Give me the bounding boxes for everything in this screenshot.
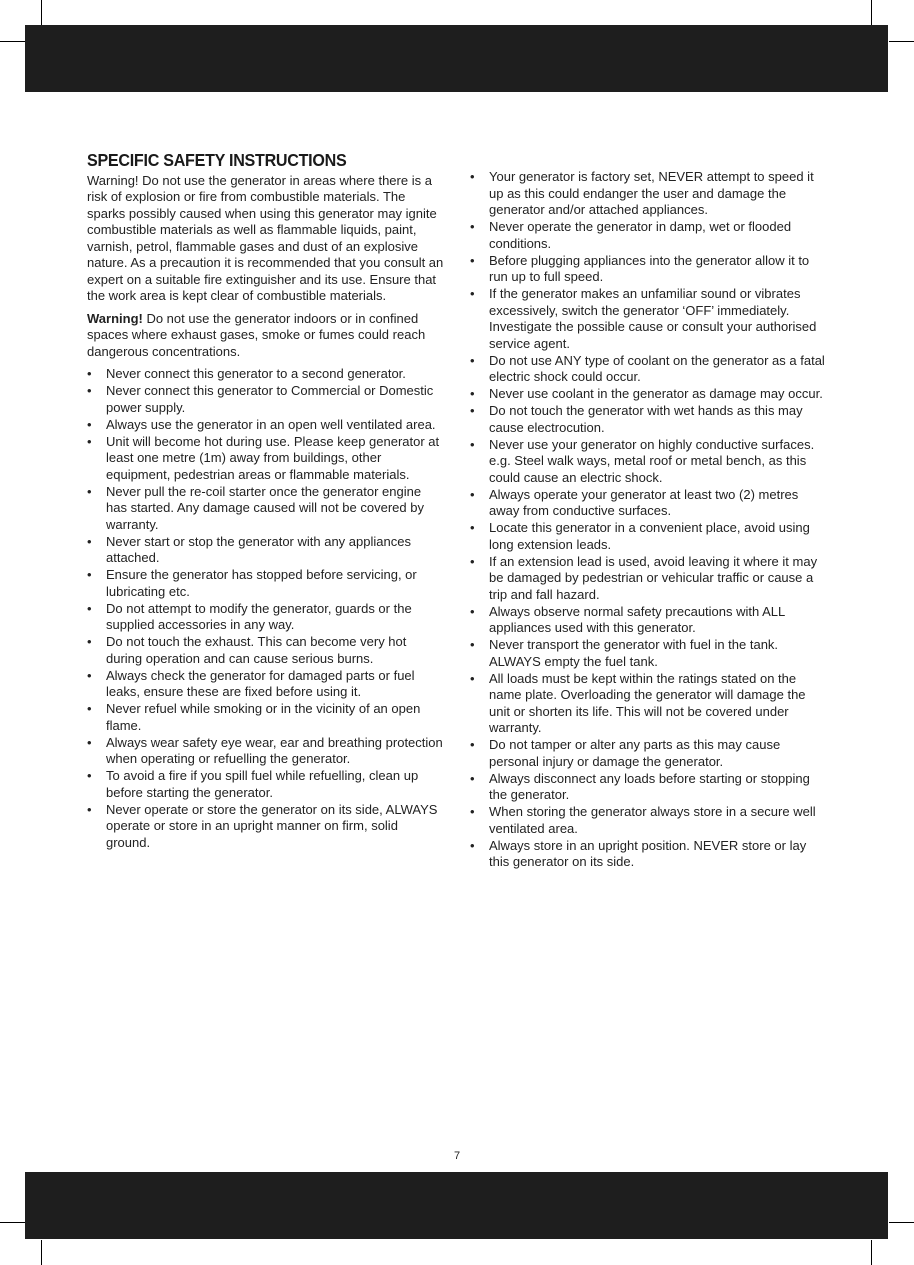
bullet-icon: • — [470, 252, 475, 268]
list-item-text: Ensure the generator has stopped before servicing, or lubricating etc. — [106, 567, 417, 599]
list-item — [87, 768, 445, 801]
bullet-icon: • — [87, 433, 92, 449]
list-item — [87, 802, 445, 852]
bullet-icon: • — [470, 386, 475, 401]
list-item-text: Do not touch the generator with wet hands as this may cause electrocution. — [489, 403, 803, 435]
bullet-icon: • — [87, 734, 92, 750]
list-item — [470, 286, 828, 352]
bullet-icon: • — [87, 483, 92, 499]
crop-mark — [0, 1222, 25, 1223]
bullet-icon: • — [470, 737, 475, 752]
list-item-text: Always operate your generator at least two (2) metres away from conductive surfaces. — [489, 486, 799, 518]
list-item — [87, 601, 445, 634]
list-item-text: When storing the generator always store in a secure well ventilated area. — [489, 804, 816, 836]
list-item-text: Never operate the generator in damp, wet or flooded conditions. — [489, 219, 792, 251]
list-item — [87, 634, 445, 667]
list-item-text: To avoid a fire if you spill fuel while refuelling, clean up before starting the generator. — [106, 768, 419, 800]
right-bullet-list — [470, 169, 828, 871]
list-item — [87, 735, 445, 768]
crop-mark — [871, 1240, 872, 1265]
crop-mark — [889, 1222, 914, 1223]
list-item-text: Never connect this generator to a second generator. — [106, 366, 406, 381]
list-item-text: Always wear safety eye wear, ear and breathing protection when operating or refuelling the generator. — [106, 734, 443, 766]
list-item — [470, 804, 828, 837]
list-item — [470, 353, 828, 386]
bullet-icon: • — [470, 486, 475, 502]
list-item-text: All loads must be kept within the ratings stated on the name plate. Overloading the generator will damage the unit or shorten its life. This will not be covered under warranty. — [489, 670, 806, 735]
bullet-icon: • — [470, 670, 475, 686]
list-item-text: Always disconnect any loads before starting or stopping the generator. — [489, 770, 810, 802]
intro-paragraph: Warning! Do not use the generator in areas where there is a risk of explosion or fire from combustible materials. The sparks possibly caused when using this generator may ignite combustible materials as well as flammable liquids, paint, varnish, petrol, flammable gases and dust of an explosive nature. As a precaution it is recommended that you consult an expert on a suitable fire extinguisher and its use. Ensure that the work area is kept clear of combustible materials. — [87, 172, 444, 303]
bullet-icon: • — [87, 701, 92, 716]
warning-text: Do not use the generator indoors or in confined spaces where exhaust gases, smoke or fumes could reach dangerous concentrations. — [87, 310, 426, 359]
list-item — [470, 169, 828, 219]
bullet-icon: • — [470, 352, 475, 368]
crop-mark — [41, 1240, 42, 1265]
list-item-text: Always use the generator in an open well ventilated area. — [106, 416, 436, 432]
list-item — [470, 386, 828, 403]
bullet-icon: • — [87, 667, 92, 683]
list-item — [470, 487, 828, 520]
list-item-text: Never operate or store the generator on its side, ALWAYS operate or store in an upright manner on firm, solid ground. — [106, 801, 438, 850]
list-item-text: If an extension lead is used, avoid leaving it where it may be damaged by pedestrian or vehicular traffic or cause a trip and fall hazard. — [489, 553, 818, 602]
bullet-icon: • — [87, 416, 92, 432]
bullet-icon: • — [87, 768, 92, 783]
list-item-text: Never pull the re-coil starter once the generator engine has started. Any damage caused will not be covered by warranty. — [106, 483, 424, 532]
list-item-text: If the generator makes an unfamiliar sound or vibrates excessively, switch the generator ‘OFF’ immediately. Investigate the possible cause or consult your authorised service agent. — [489, 286, 817, 351]
list-item-text: Do not attempt to modify the generator, guards or the supplied accessories in any way. — [106, 600, 412, 632]
list-item — [87, 484, 445, 534]
list-item-text: Your generator is factory set, NEVER attempt to speed it up as this could endanger the user and damage the generator and/or attached appliances. — [489, 169, 814, 217]
list-item — [87, 534, 445, 567]
list-item-text: Before plugging appliances into the generator allow it to run up to full speed. — [489, 252, 810, 284]
bullet-icon: • — [470, 436, 475, 452]
list-item — [470, 671, 828, 737]
bullet-icon: • — [470, 553, 475, 569]
list-item — [470, 737, 828, 770]
bullet-icon: • — [470, 403, 475, 418]
left-column — [87, 150, 445, 852]
bullet-icon: • — [470, 770, 475, 786]
bullet-icon: • — [87, 634, 92, 649]
list-item — [470, 838, 828, 871]
bullet-icon: • — [470, 219, 475, 234]
list-item — [470, 604, 828, 637]
list-item — [470, 637, 828, 670]
bullet-icon: • — [87, 533, 92, 549]
list-item — [87, 434, 445, 484]
bullet-icon: • — [470, 804, 475, 819]
bullet-icon: • — [470, 603, 475, 619]
bullet-icon: • — [87, 567, 92, 582]
list-item — [470, 253, 828, 286]
footer-band — [25, 1172, 888, 1239]
list-item-text: Unit will become hot during use. Please keep generator at least one metre (1m) away from buildings, other equipment, pedestrian areas or flammable materials. — [106, 433, 440, 482]
list-item — [470, 403, 828, 436]
list-item-text: Do not touch the exhaust. This can become very hot during operation and can cause serious burns. — [106, 634, 407, 666]
list-item-text: Locate this generator in a convenient place, avoid using long extension leads. — [489, 520, 810, 552]
warning-label: Warning! — [87, 310, 143, 326]
bullet-icon: • — [470, 637, 475, 652]
bullet-icon: • — [87, 801, 92, 817]
list-item-text: Always observe normal safety precautions with ALL appliances used with this generator. — [489, 603, 785, 635]
header-band — [25, 25, 888, 92]
bullet-icon: • — [470, 837, 475, 853]
list-item — [87, 567, 445, 600]
list-item — [87, 668, 445, 701]
list-item-text: Never start or stop the generator with any appliances attached. — [106, 533, 411, 565]
list-item — [87, 383, 445, 416]
list-item — [87, 417, 445, 434]
list-item — [470, 437, 828, 487]
list-item-text: Never transport the generator with fuel in the tank. ALWAYS empty the fuel tank. — [489, 637, 779, 669]
list-item-text: Always check the generator for damaged parts or fuel leaks, ensure these are fixed before using it. — [106, 667, 415, 699]
left-bullet-list — [87, 366, 445, 851]
bullet-icon: • — [87, 600, 92, 616]
bullet-icon: • — [470, 169, 475, 184]
bullet-icon: • — [470, 520, 475, 535]
list-item-text: Do not tamper or alter any parts as this may cause personal injury or damage the generator. — [489, 737, 781, 769]
bullet-icon: • — [87, 383, 92, 398]
list-item-text: Never use your generator on highly conductive surfaces. e.g. Steel walk ways, metal roof or metal bench, as this could cause an electric shock. — [489, 436, 815, 485]
warning-paragraph — [87, 311, 445, 361]
list-item — [470, 520, 828, 553]
list-item — [87, 366, 445, 383]
section-title: SPECIFIC SAFETY INSTRUCTIONS — [87, 150, 347, 170]
list-item-text: Do not use ANY type of coolant on the generator as a fatal electric shock could occur. — [489, 352, 825, 384]
crop-mark — [889, 41, 914, 42]
list-item — [470, 771, 828, 804]
crop-mark — [0, 41, 25, 42]
list-item — [87, 701, 445, 734]
crop-mark — [41, 0, 42, 25]
list-item-text: Never refuel while smoking or in the vicinity of an open flame. — [106, 701, 421, 733]
bullet-icon: • — [87, 366, 92, 381]
list-item-text: Never connect this generator to Commercial or Domestic power supply. — [106, 383, 434, 415]
list-item-text: Always store in an upright position. NEVER store or lay this generator on its side. — [489, 837, 807, 869]
list-item — [470, 219, 828, 252]
list-item-text: Never use coolant in the generator as damage may occur. — [489, 386, 823, 401]
page-number: 7 — [453, 1150, 461, 1162]
right-column — [470, 169, 828, 871]
list-item — [470, 554, 828, 604]
crop-mark — [871, 0, 872, 25]
bullet-icon: • — [470, 286, 475, 301]
